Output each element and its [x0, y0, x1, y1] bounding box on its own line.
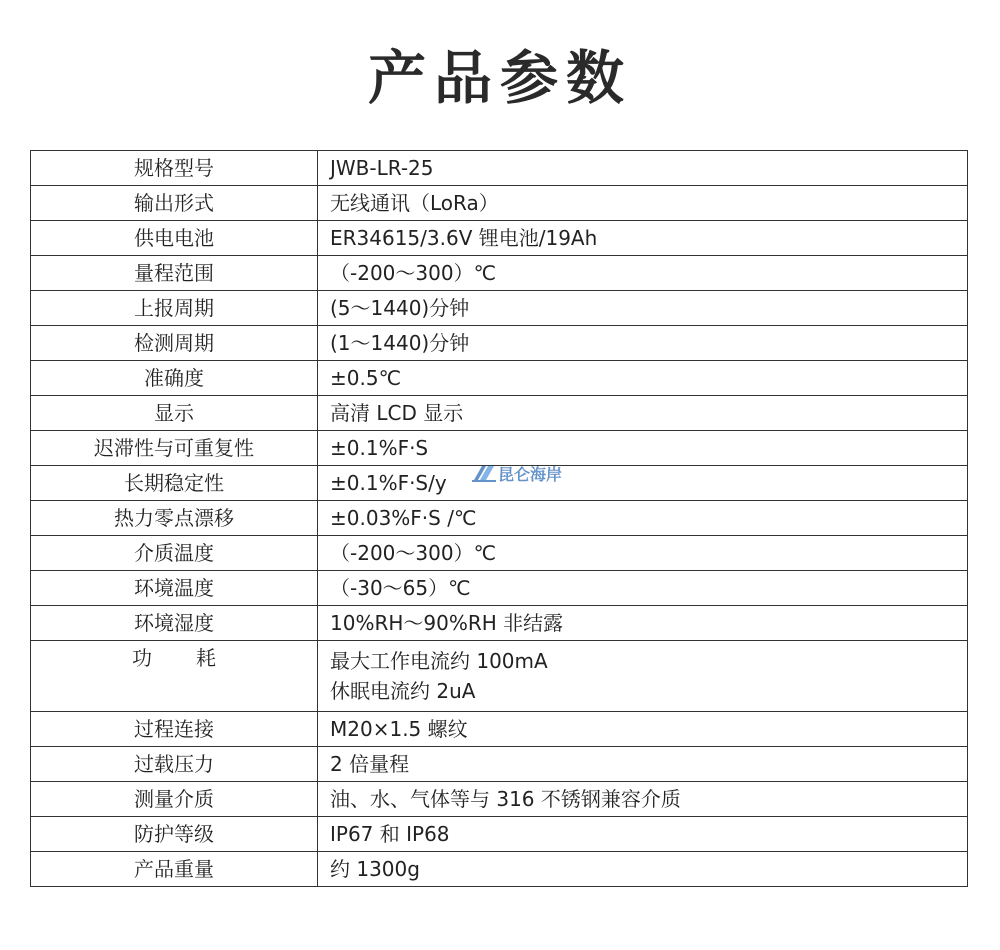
spec-value [318, 571, 968, 606]
spec-value [318, 817, 968, 852]
spec-value-line: 2 倍量程 [330, 752, 410, 776]
spec-label [31, 782, 318, 817]
table-row [31, 186, 968, 221]
table-row [31, 782, 968, 817]
watermark-logo-icon [472, 464, 496, 482]
spec-value-line: 无线通讯（LoRa） [330, 191, 499, 215]
spec-value [318, 782, 968, 817]
table-row [31, 852, 968, 887]
spec-label-text: 长期稳定性 [124, 471, 224, 495]
table-row [31, 501, 968, 536]
table-row [31, 747, 968, 782]
spec-value-line: （-200～300）℃ [330, 541, 497, 565]
spec-value [318, 431, 968, 466]
spec-label-text: 量程范围 [134, 261, 214, 285]
watermark-text: 昆仑海岸 [498, 464, 563, 484]
spec-value [318, 326, 968, 361]
spec-label [31, 501, 318, 536]
page-title: 产品参数 [367, 44, 632, 112]
spec-table [30, 150, 968, 887]
spec-value [318, 256, 968, 291]
table-row [31, 361, 968, 396]
spec-label-text: 上报周期 [134, 296, 214, 320]
spec-label [31, 571, 318, 606]
spec-value [318, 641, 968, 712]
spec-label-text: 检测周期 [134, 331, 214, 355]
spec-label-text: 功耗 [132, 646, 260, 670]
spec-value-line: 最大工作电流约 100mA [330, 649, 548, 673]
spec-value-line: 休眠电流约 2uA [330, 679, 476, 703]
spec-label [31, 431, 318, 466]
spec-label [31, 536, 318, 571]
spec-value [318, 747, 968, 782]
spec-label [31, 817, 318, 852]
spec-value [318, 151, 968, 186]
spec-value-line: 约 1300g [330, 857, 420, 881]
spec-label [31, 641, 318, 712]
spec-label [31, 186, 318, 221]
spec-label [31, 361, 318, 396]
spec-label [31, 712, 318, 747]
spec-label [31, 852, 318, 887]
spec-value-line: ER34615/3.6V 锂电池/19Ah [330, 226, 598, 250]
table-row [31, 291, 968, 326]
spec-value [318, 361, 968, 396]
spec-label-text: 介质温度 [134, 541, 214, 565]
spec-value [318, 221, 968, 256]
spec-label [31, 326, 318, 361]
spec-label-text: 环境湿度 [134, 611, 214, 635]
spec-value [318, 536, 968, 571]
spec-value [318, 466, 968, 501]
spec-label-text: 输出形式 [134, 191, 214, 215]
spec-label [31, 747, 318, 782]
table-row [31, 641, 968, 712]
spec-value-line: M20×1.5 螺纹 [330, 717, 468, 741]
spec-label-text: 显示 [154, 401, 194, 425]
spec-label [31, 396, 318, 431]
table-row [31, 712, 968, 747]
spec-value [318, 606, 968, 641]
watermark [472, 462, 562, 484]
table-row [31, 431, 968, 466]
spec-label-text: 迟滞性与可重复性 [94, 436, 254, 460]
spec-value [318, 712, 968, 747]
spec-label [31, 151, 318, 186]
spec-label-text: 过程连接 [134, 717, 214, 741]
spec-table-body [31, 151, 968, 887]
spec-value [318, 852, 968, 887]
spec-label-text: 准确度 [144, 366, 204, 390]
table-row [31, 151, 968, 186]
spec-value-line: 10%RH～90%RH 非结露 [330, 611, 564, 635]
spec-value-line: （-200～300）℃ [330, 261, 497, 285]
table-row [31, 221, 968, 256]
table-row [31, 256, 968, 291]
spec-value-line: （-30～65）℃ [330, 576, 471, 600]
spec-value [318, 291, 968, 326]
table-row [31, 571, 968, 606]
spec-value [318, 396, 968, 431]
table-row [31, 606, 968, 641]
spec-label-text: 热力零点漂移 [114, 506, 234, 530]
spec-label-text: 产品重量 [134, 857, 214, 881]
spec-label [31, 466, 318, 501]
spec-value-line: IP67 和 IP68 [330, 822, 450, 846]
spec-label [31, 256, 318, 291]
spec-value-line: 油、水、气体等与 316 不锈钢兼容介质 [330, 787, 681, 811]
spec-value-line: (1～1440)分钟 [330, 331, 470, 355]
spec-value-line: ±0.5℃ [330, 366, 402, 390]
spec-label-text: 过载压力 [134, 752, 214, 776]
table-row [31, 536, 968, 571]
table-row [31, 817, 968, 852]
spec-value [318, 186, 968, 221]
spec-label-text: 环境温度 [134, 576, 214, 600]
spec-label-text: 供电电池 [134, 226, 214, 250]
spec-value-line: ±0.03%F·S /℃ [330, 506, 477, 530]
spec-value-line: (5～1440)分钟 [330, 296, 470, 320]
spec-label [31, 606, 318, 641]
spec-label-text: 规格型号 [134, 156, 214, 180]
spec-value [318, 501, 968, 536]
spec-label [31, 221, 318, 256]
spec-label [31, 291, 318, 326]
spec-label-text: 防护等级 [134, 822, 214, 846]
spec-value-line: ±0.1%F·S [330, 436, 429, 460]
table-row [31, 396, 968, 431]
spec-label-text: 测量介质 [134, 787, 214, 811]
table-row [31, 326, 968, 361]
spec-value-line: JWB-LR-25 [330, 156, 434, 180]
spec-value-line: ±0.1%F·S/y [330, 471, 447, 495]
spec-value-line: 高清 LCD 显示 [330, 401, 464, 425]
